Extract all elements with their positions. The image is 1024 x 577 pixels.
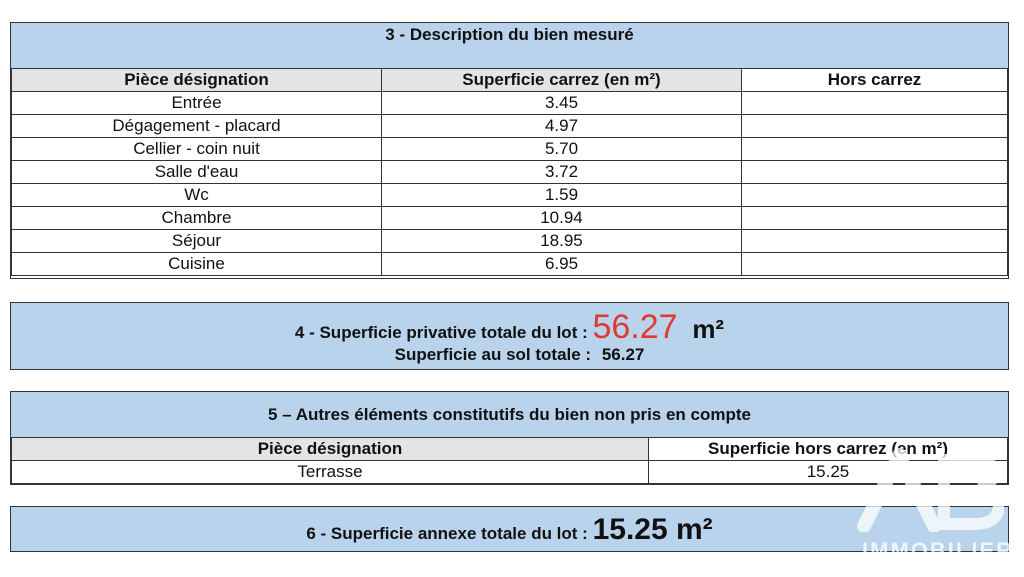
annex-area-label: 6 - Superficie annexe totale du lot : [306,524,588,543]
private-area-value: 56.27 [592,308,678,346]
header-hors-carrez: Superficie hors carrez (en m²) [649,438,1008,461]
section-3-description [10,22,1009,279]
room-carrez: 6.95 [382,253,742,276]
logo-icon [854,448,1004,532]
room-carrez: 4.97 [382,115,742,138]
section-5-title: 5 – Autres éléments constitutifs du bien non pris en compte [11,392,1008,438]
table-row [12,138,1008,161]
table-row [12,184,1008,207]
annex-area-value: 15.25 m² [592,513,713,546]
room-hors-carrez [742,92,1008,115]
room-name: Cuisine [12,253,382,276]
floor-area-value: 56.27 [601,345,645,364]
room-hors-carrez [742,207,1008,230]
room-name: Cellier - coin nuit [12,138,382,161]
table-row [12,161,1008,184]
room-hors-carrez [742,161,1008,184]
section-4-total [10,302,1009,370]
section-3-title: 3 - Description du bien mesuré [11,23,1008,69]
watermark-logo [854,448,1004,532]
table-row [12,92,1008,115]
room-carrez: 5.70 [382,138,742,161]
room-carrez: 3.72 [382,161,742,184]
private-area-line [11,309,1008,345]
room-carrez: 1.59 [382,184,742,207]
room-carrez: 18.95 [382,230,742,253]
room-name: Chambre [12,207,382,230]
table-row [12,207,1008,230]
other-room-name: Terrasse [12,461,649,484]
rooms-table [11,68,1008,276]
header-hors-carrez: Hors carrez [742,69,1008,92]
room-name: Dégagement - placard [12,115,382,138]
room-name: Entrée [12,92,382,115]
table-row [12,253,1008,276]
table-row [12,230,1008,253]
header-piece: Pièce désignation [12,438,649,461]
floor-area-label: Superficie au sol totale : [394,345,592,364]
room-hors-carrez [742,115,1008,138]
room-name: Wc [12,184,382,207]
room-hors-carrez [742,230,1008,253]
room-name: Séjour [12,230,382,253]
room-name: Salle d'eau [12,161,382,184]
room-hors-carrez [742,184,1008,207]
header-piece: Pièce désignation [12,69,382,92]
room-hors-carrez [742,138,1008,161]
table-row [12,115,1008,138]
private-area-unit: m² [692,314,725,344]
room-carrez: 3.45 [382,92,742,115]
private-area-label: 4 - Superficie privative totale du lot : [294,323,588,342]
room-hors-carrez [742,253,1008,276]
other-room-value: 15.25 [649,461,1008,484]
floor-area-line [11,345,1008,365]
header-carrez: Superficie carrez (en m²) [382,69,742,92]
room-carrez: 10.94 [382,207,742,230]
watermark-text: IMMOBILIER [862,538,1014,563]
